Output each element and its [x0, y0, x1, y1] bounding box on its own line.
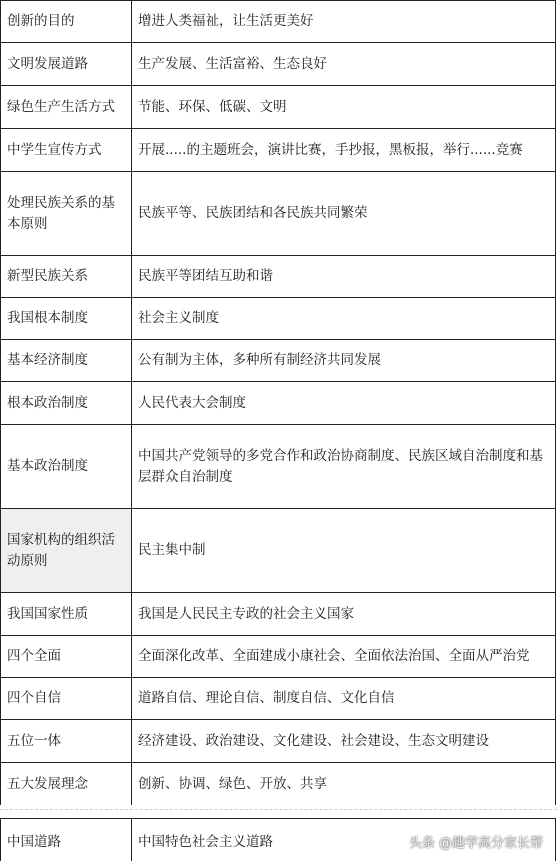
term-cell: 国家机构的组织活动原则: [1, 509, 132, 593]
desc-cell: 社会主义制度: [132, 298, 556, 340]
desc-cell: 民主集中制: [132, 509, 556, 593]
table-row: [1, 172, 556, 256]
term-cell: 五位一体: [1, 720, 132, 763]
table-row: [1, 129, 556, 172]
table-row: [1, 298, 556, 340]
term-cell: 我国根本制度: [1, 298, 132, 340]
term-cell: 四个自信: [1, 678, 132, 720]
term-cell: 文明发展道路: [1, 43, 132, 86]
desc-cell: 人民代表大会制度: [132, 382, 556, 425]
page-gap: [0, 805, 557, 818]
term-cell: 创新的目的: [1, 1, 132, 43]
term-cell: 五大发展理念: [1, 763, 132, 806]
table-row: [1, 593, 556, 636]
desc-cell: 增进人类福祉，让生活更美好: [132, 1, 556, 43]
desc-cell: 公有制为主体，多种所有制经济共同发展: [132, 340, 556, 382]
table-row: [1, 763, 556, 806]
watermark-text: 头条 @趣学高分家长帮: [408, 836, 543, 851]
table-row: [1, 678, 556, 720]
table-row: [1, 256, 556, 298]
table-row: [1, 86, 556, 129]
desc-cell: 生产发展、生活富裕、生态良好: [132, 43, 556, 86]
term-cell: 中学生宣传方式: [1, 129, 132, 172]
desc-cell: 民族平等团结互助和谐: [132, 256, 556, 298]
desc-cell: 开展.....的主题班会，演讲比赛，手抄报，黑板报，举行......竞赛: [132, 129, 556, 172]
table-row: [1, 1, 556, 43]
desc-cell: 我国是人民民主专政的社会主义国家: [132, 593, 556, 636]
page-break-divider: [0, 809, 557, 810]
table-row: [1, 43, 556, 86]
desc-cell: 经济建设、政治建设、文化建设、社会建设、生态文明建设: [132, 720, 556, 763]
desc-cell: 中国特色社会主义道路: [132, 819, 556, 861]
table-row: [1, 509, 556, 593]
term-cell: 基本政治制度: [1, 425, 132, 509]
term-cell: 绿色生产生活方式: [1, 86, 132, 129]
term-cell: 基本经济制度: [1, 340, 132, 382]
term-cell: 处理民族关系的基本原则: [1, 172, 132, 256]
term-cell: 中国道路: [1, 819, 132, 861]
desc-cell: 创新、协调、绿色、开放、共享: [132, 763, 556, 806]
desc-cell: 节能、环保、低碳、文明: [132, 86, 556, 129]
desc-cell: 全面深化改革、全面建成小康社会、全面依法治国、全面从严治党: [132, 636, 556, 678]
table-row: [1, 636, 556, 678]
desc-cell: 道路自信、理论自信、制度自信、文化自信: [132, 678, 556, 720]
table-row: [1, 720, 556, 763]
desc-cell: 中国共产党领导的多党合作和政治协商制度、民族区域自治制度和基层群众自治制度: [132, 425, 556, 509]
table-row: [1, 382, 556, 425]
term-cell: 我国国家性质: [1, 593, 132, 636]
table-row: [1, 340, 556, 382]
term-cell: 新型民族关系: [1, 256, 132, 298]
desc-cell: 民族平等、民族团结和各民族共同繁荣: [132, 172, 556, 256]
term-cell: 根本政治制度: [1, 382, 132, 425]
term-cell: 四个全面: [1, 636, 132, 678]
table-row: [1, 425, 556, 509]
